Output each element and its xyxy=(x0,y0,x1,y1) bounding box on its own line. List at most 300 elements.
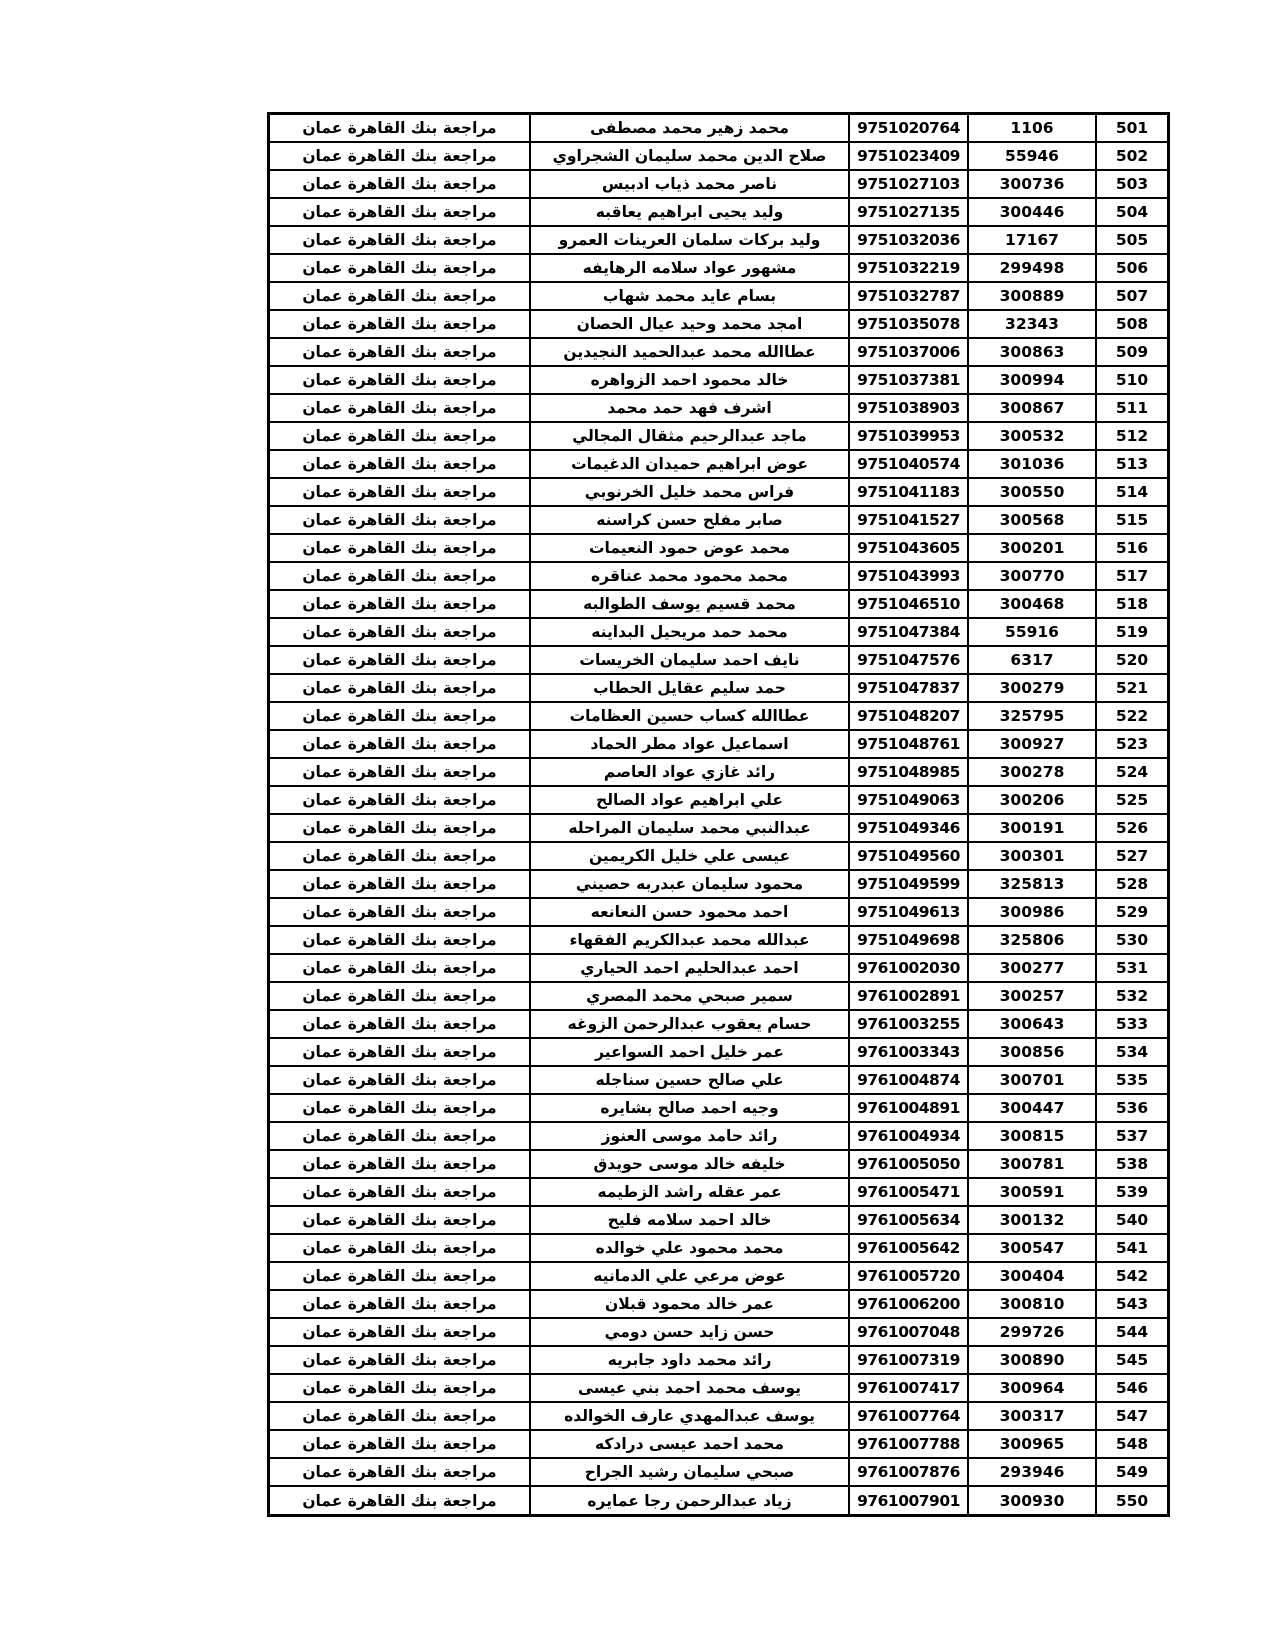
note-cell: مراجعة بنك القاهرة عمان xyxy=(269,814,531,842)
serial-cell: 516 xyxy=(1096,534,1169,562)
ref-number-cell: 300890 xyxy=(968,1346,1096,1374)
national-id-cell: 9751032219 xyxy=(849,254,968,282)
table-row xyxy=(269,254,1169,282)
name-cell: اشرف فهد حمد محمد xyxy=(530,394,849,422)
ref-number-cell: 300132 xyxy=(968,1206,1096,1234)
table-row xyxy=(269,1290,1169,1318)
table-row xyxy=(269,870,1169,898)
table-row xyxy=(269,954,1169,982)
ref-number-cell: 32343 xyxy=(968,310,1096,338)
national-id-cell: 9751041183 xyxy=(849,478,968,506)
name-cell: عمر عقله راشد الزطيمه xyxy=(530,1178,849,1206)
national-id-cell: 9751047576 xyxy=(849,646,968,674)
national-id-cell: 9761003343 xyxy=(849,1038,968,1066)
note-cell: مراجعة بنك القاهرة عمان xyxy=(269,562,531,590)
ref-number-cell: 300810 xyxy=(968,1290,1096,1318)
ref-number-cell: 300856 xyxy=(968,1038,1096,1066)
table-row xyxy=(269,1430,1169,1458)
national-id-cell: 9761007901 xyxy=(849,1486,968,1515)
serial-cell: 533 xyxy=(1096,1010,1169,1038)
ref-number-cell: 325806 xyxy=(968,926,1096,954)
name-cell: خليفه خالد موسى حويدق xyxy=(530,1150,849,1178)
table-row xyxy=(269,1458,1169,1486)
ref-number-cell: 300201 xyxy=(968,534,1096,562)
serial-cell: 549 xyxy=(1096,1458,1169,1486)
note-cell: مراجعة بنك القاهرة عمان xyxy=(269,282,531,310)
serial-cell: 521 xyxy=(1096,674,1169,702)
note-cell: مراجعة بنك القاهرة عمان xyxy=(269,786,531,814)
note-cell: مراجعة بنك القاهرة عمان xyxy=(269,506,531,534)
serial-cell: 510 xyxy=(1096,366,1169,394)
national-id-cell: 9751049063 xyxy=(849,786,968,814)
name-cell: يوسف محمد احمد بني عيسى xyxy=(530,1374,849,1402)
note-cell: مراجعة بنك القاهرة عمان xyxy=(269,870,531,898)
table-row xyxy=(269,1346,1169,1374)
note-cell: مراجعة بنك القاهرة عمان xyxy=(269,758,531,786)
national-id-cell: 9751032036 xyxy=(849,226,968,254)
ref-number-cell: 300257 xyxy=(968,982,1096,1010)
name-cell: زياد عبدالرحمن رجا عمايره xyxy=(530,1486,849,1515)
national-id-cell: 9751043993 xyxy=(849,562,968,590)
table-row xyxy=(269,282,1169,310)
ref-number-cell: 300468 xyxy=(968,590,1096,618)
table-row xyxy=(269,1010,1169,1038)
national-id-cell: 9751047384 xyxy=(849,618,968,646)
name-cell: خالد احمد سلامه فليح xyxy=(530,1206,849,1234)
name-cell: حمد سليم عقايل الحطاب xyxy=(530,674,849,702)
serial-cell: 522 xyxy=(1096,702,1169,730)
table-row xyxy=(269,982,1169,1010)
ref-number-cell: 300591 xyxy=(968,1178,1096,1206)
note-cell: مراجعة بنك القاهرة عمان xyxy=(269,618,531,646)
serial-cell: 509 xyxy=(1096,338,1169,366)
serial-cell: 523 xyxy=(1096,730,1169,758)
ref-number-cell: 6317 xyxy=(968,646,1096,674)
ref-number-cell: 300815 xyxy=(968,1122,1096,1150)
national-id-cell: 9751046510 xyxy=(849,590,968,618)
note-cell: مراجعة بنك القاهرة عمان xyxy=(269,1402,531,1430)
table-row xyxy=(269,926,1169,954)
note-cell: مراجعة بنك القاهرة عمان xyxy=(269,898,531,926)
table-row xyxy=(269,562,1169,590)
national-id-cell: 9761005471 xyxy=(849,1178,968,1206)
name-cell: حسن زايد حسن دومي xyxy=(530,1318,849,1346)
name-cell: خالد محمود احمد الزواهره xyxy=(530,366,849,394)
ref-number-cell: 1106 xyxy=(968,114,1096,143)
national-id-cell: 9751049613 xyxy=(849,898,968,926)
note-cell: مراجعة بنك القاهرة عمان xyxy=(269,1094,531,1122)
national-id-cell: 9751043605 xyxy=(849,534,968,562)
national-id-cell: 9751048761 xyxy=(849,730,968,758)
national-id-cell: 9761003255 xyxy=(849,1010,968,1038)
note-cell: مراجعة بنك القاهرة عمان xyxy=(269,1206,531,1234)
table-row xyxy=(269,1262,1169,1290)
serial-cell: 537 xyxy=(1096,1122,1169,1150)
table-row xyxy=(269,730,1169,758)
serial-cell: 538 xyxy=(1096,1150,1169,1178)
table-row xyxy=(269,450,1169,478)
note-cell: مراجعة بنك القاهرة عمان xyxy=(269,422,531,450)
national-id-cell: 9761007788 xyxy=(849,1430,968,1458)
name-cell: علي صالح حسين سناجله xyxy=(530,1066,849,1094)
serial-cell: 513 xyxy=(1096,450,1169,478)
ref-number-cell: 300863 xyxy=(968,338,1096,366)
serial-cell: 502 xyxy=(1096,142,1169,170)
national-id-cell: 9761006200 xyxy=(849,1290,968,1318)
serial-cell: 544 xyxy=(1096,1318,1169,1346)
table-row xyxy=(269,534,1169,562)
ref-number-cell: 300986 xyxy=(968,898,1096,926)
national-id-cell: 9751020764 xyxy=(849,114,968,143)
note-cell: مراجعة بنك القاهرة عمان xyxy=(269,1066,531,1094)
table-row xyxy=(269,618,1169,646)
table-row xyxy=(269,226,1169,254)
national-id-cell: 9751027103 xyxy=(849,170,968,198)
serial-cell: 531 xyxy=(1096,954,1169,982)
serial-cell: 525 xyxy=(1096,786,1169,814)
serial-cell: 547 xyxy=(1096,1402,1169,1430)
national-id-cell: 9751048985 xyxy=(849,758,968,786)
serial-cell: 515 xyxy=(1096,506,1169,534)
table-row xyxy=(269,786,1169,814)
serial-cell: 518 xyxy=(1096,590,1169,618)
serial-cell: 501 xyxy=(1096,114,1169,143)
serial-cell: 541 xyxy=(1096,1234,1169,1262)
serial-cell: 539 xyxy=(1096,1178,1169,1206)
name-cell: عوض مرعي علي الدمانيه xyxy=(530,1262,849,1290)
serial-cell: 512 xyxy=(1096,422,1169,450)
national-id-cell: 9761007764 xyxy=(849,1402,968,1430)
name-cell: نايف احمد سليمان الخريسات xyxy=(530,646,849,674)
table-row xyxy=(269,394,1169,422)
national-id-cell: 9761005050 xyxy=(849,1150,968,1178)
name-cell: سمير صبحي محمد المصري xyxy=(530,982,849,1010)
name-cell: احمد محمود حسن النعانعه xyxy=(530,898,849,926)
table-row xyxy=(269,898,1169,926)
note-cell: مراجعة بنك القاهرة عمان xyxy=(269,982,531,1010)
serial-cell: 535 xyxy=(1096,1066,1169,1094)
ref-number-cell: 299498 xyxy=(968,254,1096,282)
serial-cell: 517 xyxy=(1096,562,1169,590)
note-cell: مراجعة بنك القاهرة عمان xyxy=(269,226,531,254)
ref-number-cell: 325795 xyxy=(968,702,1096,730)
serial-cell: 546 xyxy=(1096,1374,1169,1402)
table-row xyxy=(269,1178,1169,1206)
table-row xyxy=(269,1150,1169,1178)
national-id-cell: 9761007876 xyxy=(849,1458,968,1486)
national-id-cell: 9761007319 xyxy=(849,1346,968,1374)
table-row xyxy=(269,478,1169,506)
note-cell: مراجعة بنك القاهرة عمان xyxy=(269,366,531,394)
serial-cell: 550 xyxy=(1096,1486,1169,1515)
name-cell: امجد محمد وحيد عيال الحصان xyxy=(530,310,849,338)
serial-cell: 528 xyxy=(1096,870,1169,898)
table-row xyxy=(269,366,1169,394)
serial-cell: 505 xyxy=(1096,226,1169,254)
name-cell: عوض ابراهيم حميدان الدغيمات xyxy=(530,450,849,478)
ref-number-cell: 300206 xyxy=(968,786,1096,814)
note-cell: مراجعة بنك القاهرة عمان xyxy=(269,170,531,198)
name-cell: محمد عوض حمود النعيمات xyxy=(530,534,849,562)
serial-cell: 548 xyxy=(1096,1430,1169,1458)
national-id-cell: 9751047837 xyxy=(849,674,968,702)
name-cell: محمد حمد مريحيل البداينه xyxy=(530,618,849,646)
serial-cell: 527 xyxy=(1096,842,1169,870)
note-cell: مراجعة بنك القاهرة عمان xyxy=(269,674,531,702)
name-cell: عيسى علي خليل الكريمين xyxy=(530,842,849,870)
note-cell: مراجعة بنك القاهرة عمان xyxy=(269,842,531,870)
serial-cell: 542 xyxy=(1096,1262,1169,1290)
national-id-cell: 9751023409 xyxy=(849,142,968,170)
name-cell: وليد يحيى ابراهيم يعاقبه xyxy=(530,198,849,226)
national-id-cell: 9751037381 xyxy=(849,366,968,394)
ref-number-cell: 293946 xyxy=(968,1458,1096,1486)
ref-number-cell: 300550 xyxy=(968,478,1096,506)
note-cell: مراجعة بنك القاهرة عمان xyxy=(269,338,531,366)
ref-number-cell: 300701 xyxy=(968,1066,1096,1094)
ref-number-cell: 301036 xyxy=(968,450,1096,478)
ref-number-cell: 325813 xyxy=(968,870,1096,898)
table-row xyxy=(269,114,1169,143)
national-id-cell: 9761007417 xyxy=(849,1374,968,1402)
name-cell: صابر مفلح حسن كراسنه xyxy=(530,506,849,534)
table-row xyxy=(269,1486,1169,1515)
ref-number-cell: 300301 xyxy=(968,842,1096,870)
name-cell: محمد قسيم يوسف الطوالبه xyxy=(530,590,849,618)
name-cell: صبحي سليمان رشيد الجراح xyxy=(530,1458,849,1486)
note-cell: مراجعة بنك القاهرة عمان xyxy=(269,1290,531,1318)
national-id-cell: 9751040574 xyxy=(849,450,968,478)
national-id-cell: 9761004874 xyxy=(849,1066,968,1094)
note-cell: مراجعة بنك القاهرة عمان xyxy=(269,1262,531,1290)
ref-number-cell: 55916 xyxy=(968,618,1096,646)
name-cell: رائد محمد داود جابريه xyxy=(530,1346,849,1374)
note-cell: مراجعة بنك القاهرة عمان xyxy=(269,1374,531,1402)
name-cell: رائد غازي عواد العاصم xyxy=(530,758,849,786)
note-cell: مراجعة بنك القاهرة عمان xyxy=(269,590,531,618)
name-cell: وليد بركات سلمان العرينات العمرو xyxy=(530,226,849,254)
table-row xyxy=(269,422,1169,450)
serial-cell: 532 xyxy=(1096,982,1169,1010)
national-id-cell: 9751032787 xyxy=(849,282,968,310)
table-row xyxy=(269,1122,1169,1150)
name-cell: محمد محمود محمد عناقره xyxy=(530,562,849,590)
note-cell: مراجعة بنك القاهرة عمان xyxy=(269,646,531,674)
serial-cell: 507 xyxy=(1096,282,1169,310)
ref-number-cell: 300994 xyxy=(968,366,1096,394)
ref-number-cell: 300568 xyxy=(968,506,1096,534)
name-cell: عبدالنبي محمد سليمان المراحله xyxy=(530,814,849,842)
note-cell: مراجعة بنك القاهرة عمان xyxy=(269,1346,531,1374)
ref-number-cell: 300191 xyxy=(968,814,1096,842)
note-cell: مراجعة بنك القاهرة عمان xyxy=(269,394,531,422)
ref-number-cell: 300889 xyxy=(968,282,1096,310)
ref-number-cell: 300930 xyxy=(968,1486,1096,1515)
ref-number-cell: 300547 xyxy=(968,1234,1096,1262)
note-cell: مراجعة بنك القاهرة عمان xyxy=(269,926,531,954)
name-cell: يوسف عبدالمهدي عارف الخوالده xyxy=(530,1402,849,1430)
ref-number-cell: 299726 xyxy=(968,1318,1096,1346)
note-cell: مراجعة بنك القاهرة عمان xyxy=(269,450,531,478)
ref-number-cell: 300532 xyxy=(968,422,1096,450)
table-row xyxy=(269,506,1169,534)
name-cell: رائد حامد موسى العنوز xyxy=(530,1122,849,1150)
note-cell: مراجعة بنك القاهرة عمان xyxy=(269,1150,531,1178)
serial-cell: 520 xyxy=(1096,646,1169,674)
serial-cell: 503 xyxy=(1096,170,1169,198)
note-cell: مراجعة بنك القاهرة عمان xyxy=(269,730,531,758)
name-cell: عمر خليل احمد السواعير xyxy=(530,1038,849,1066)
serial-cell: 540 xyxy=(1096,1206,1169,1234)
name-cell: صلاح الدين محمد سليمان الشجراوي xyxy=(530,142,849,170)
serial-cell: 504 xyxy=(1096,198,1169,226)
table-row xyxy=(269,1206,1169,1234)
note-cell: مراجعة بنك القاهرة عمان xyxy=(269,1178,531,1206)
ref-number-cell: 300447 xyxy=(968,1094,1096,1122)
serial-cell: 529 xyxy=(1096,898,1169,926)
serial-cell: 514 xyxy=(1096,478,1169,506)
table-row xyxy=(269,338,1169,366)
serial-cell: 508 xyxy=(1096,310,1169,338)
national-id-cell: 9751041527 xyxy=(849,506,968,534)
national-id-cell: 9751035078 xyxy=(849,310,968,338)
ref-number-cell: 300277 xyxy=(968,954,1096,982)
national-id-cell: 9751048207 xyxy=(849,702,968,730)
table-row xyxy=(269,1094,1169,1122)
national-id-cell: 9751049599 xyxy=(849,870,968,898)
national-id-cell: 9751039953 xyxy=(849,422,968,450)
note-cell: مراجعة بنك القاهرة عمان xyxy=(269,478,531,506)
name-cell: احمد عبدالحليم احمد الحياري xyxy=(530,954,849,982)
national-id-cell: 9751049698 xyxy=(849,926,968,954)
name-cell: محمود سليمان عبدربه حصيني xyxy=(530,870,849,898)
note-cell: مراجعة بنك القاهرة عمان xyxy=(269,954,531,982)
ref-number-cell: 300964 xyxy=(968,1374,1096,1402)
name-cell: حسام يعقوب عبدالرحمن الزوغه xyxy=(530,1010,849,1038)
ref-number-cell: 55946 xyxy=(968,142,1096,170)
note-cell: مراجعة بنك القاهرة عمان xyxy=(269,1010,531,1038)
name-cell: وجيه احمد صالح بشايره xyxy=(530,1094,849,1122)
national-id-cell: 9761004891 xyxy=(849,1094,968,1122)
note-cell: مراجعة بنك القاهرة عمان xyxy=(269,1430,531,1458)
name-cell: مشهور عواد سلامه الرهايفه xyxy=(530,254,849,282)
ref-number-cell: 300965 xyxy=(968,1430,1096,1458)
table-row xyxy=(269,1234,1169,1262)
table-row xyxy=(269,142,1169,170)
ref-number-cell: 300867 xyxy=(968,394,1096,422)
ref-number-cell: 300770 xyxy=(968,562,1096,590)
ref-number-cell: 300279 xyxy=(968,674,1096,702)
national-id-cell: 9751037006 xyxy=(849,338,968,366)
table-row xyxy=(269,758,1169,786)
table-row xyxy=(269,170,1169,198)
table-row xyxy=(269,1402,1169,1430)
national-id-cell: 9751049560 xyxy=(849,842,968,870)
table-row xyxy=(269,814,1169,842)
table-row xyxy=(269,1318,1169,1346)
table-row xyxy=(269,1038,1169,1066)
serial-cell: 543 xyxy=(1096,1290,1169,1318)
serial-cell: 524 xyxy=(1096,758,1169,786)
note-cell: مراجعة بنك القاهرة عمان xyxy=(269,1122,531,1150)
ref-number-cell: 300317 xyxy=(968,1402,1096,1430)
ref-number-cell: 17167 xyxy=(968,226,1096,254)
note-cell: مراجعة بنك القاهرة عمان xyxy=(269,534,531,562)
table-row xyxy=(269,646,1169,674)
note-cell: مراجعة بنك القاهرة عمان xyxy=(269,254,531,282)
national-id-cell: 9751049346 xyxy=(849,814,968,842)
name-cell: اسماعيل عواد مطر الحماد xyxy=(530,730,849,758)
table-row xyxy=(269,842,1169,870)
serial-cell: 519 xyxy=(1096,618,1169,646)
table-row xyxy=(269,702,1169,730)
name-cell: محمد زهير محمد مصطفى xyxy=(530,114,849,143)
note-cell: مراجعة بنك القاهرة عمان xyxy=(269,702,531,730)
table-row xyxy=(269,1374,1169,1402)
national-id-cell: 9761005642 xyxy=(849,1234,968,1262)
serial-cell: 530 xyxy=(1096,926,1169,954)
serial-cell: 534 xyxy=(1096,1038,1169,1066)
ref-number-cell: 300404 xyxy=(968,1262,1096,1290)
note-cell: مراجعة بنك القاهرة عمان xyxy=(269,198,531,226)
name-cell: عطاالله محمد عبدالحميد النجيدين xyxy=(530,338,849,366)
ref-number-cell: 300643 xyxy=(968,1010,1096,1038)
name-cell: محمد احمد عيسى درادكه xyxy=(530,1430,849,1458)
table-body xyxy=(269,114,1169,1516)
national-id-cell: 9761005634 xyxy=(849,1206,968,1234)
table-row xyxy=(269,1066,1169,1094)
table-row xyxy=(269,590,1169,618)
table-row xyxy=(269,198,1169,226)
note-cell: مراجعة بنك القاهرة عمان xyxy=(269,142,531,170)
note-cell: مراجعة بنك القاهرة عمان xyxy=(269,1038,531,1066)
ref-number-cell: 300278 xyxy=(968,758,1096,786)
national-id-cell: 9761007048 xyxy=(849,1318,968,1346)
name-cell: فراس محمد خليل الخرنوبي xyxy=(530,478,849,506)
serial-cell: 506 xyxy=(1096,254,1169,282)
ref-number-cell: 300736 xyxy=(968,170,1096,198)
ref-number-cell: 300446 xyxy=(968,198,1096,226)
serial-cell: 536 xyxy=(1096,1094,1169,1122)
national-id-cell: 9761002030 xyxy=(849,954,968,982)
note-cell: مراجعة بنك القاهرة عمان xyxy=(269,1234,531,1262)
national-id-cell: 9751038903 xyxy=(849,394,968,422)
serial-cell: 545 xyxy=(1096,1346,1169,1374)
table-row xyxy=(269,674,1169,702)
note-cell: مراجعة بنك القاهرة عمان xyxy=(269,114,531,143)
note-cell: مراجعة بنك القاهرة عمان xyxy=(269,1458,531,1486)
ref-number-cell: 300781 xyxy=(968,1150,1096,1178)
table-row xyxy=(269,310,1169,338)
national-id-cell: 9751027135 xyxy=(849,198,968,226)
note-cell: مراجعة بنك القاهرة عمان xyxy=(269,310,531,338)
name-cell: ناصر محمد ذياب ادبيس xyxy=(530,170,849,198)
name-cell: بسام عايد محمد شهاب xyxy=(530,282,849,310)
name-cell: ماجد عبدالرحيم مثقال المجالي xyxy=(530,422,849,450)
national-id-cell: 9761002891 xyxy=(849,982,968,1010)
name-cell: علي ابراهيم عواد الصالح xyxy=(530,786,849,814)
note-cell: مراجعة بنك القاهرة عمان xyxy=(269,1318,531,1346)
national-id-cell: 9761004934 xyxy=(849,1122,968,1150)
serial-cell: 526 xyxy=(1096,814,1169,842)
serial-cell: 511 xyxy=(1096,394,1169,422)
name-cell: محمد محمود علي خوالده xyxy=(530,1234,849,1262)
name-cell: عبدالله محمد عبدالكريم الفقهاء xyxy=(530,926,849,954)
name-cell: عطاالله كساب حسين العظامات xyxy=(530,702,849,730)
note-cell: مراجعة بنك القاهرة عمان xyxy=(269,1486,531,1515)
beneficiaries-table xyxy=(267,112,1170,1517)
national-id-cell: 9761005720 xyxy=(849,1262,968,1290)
